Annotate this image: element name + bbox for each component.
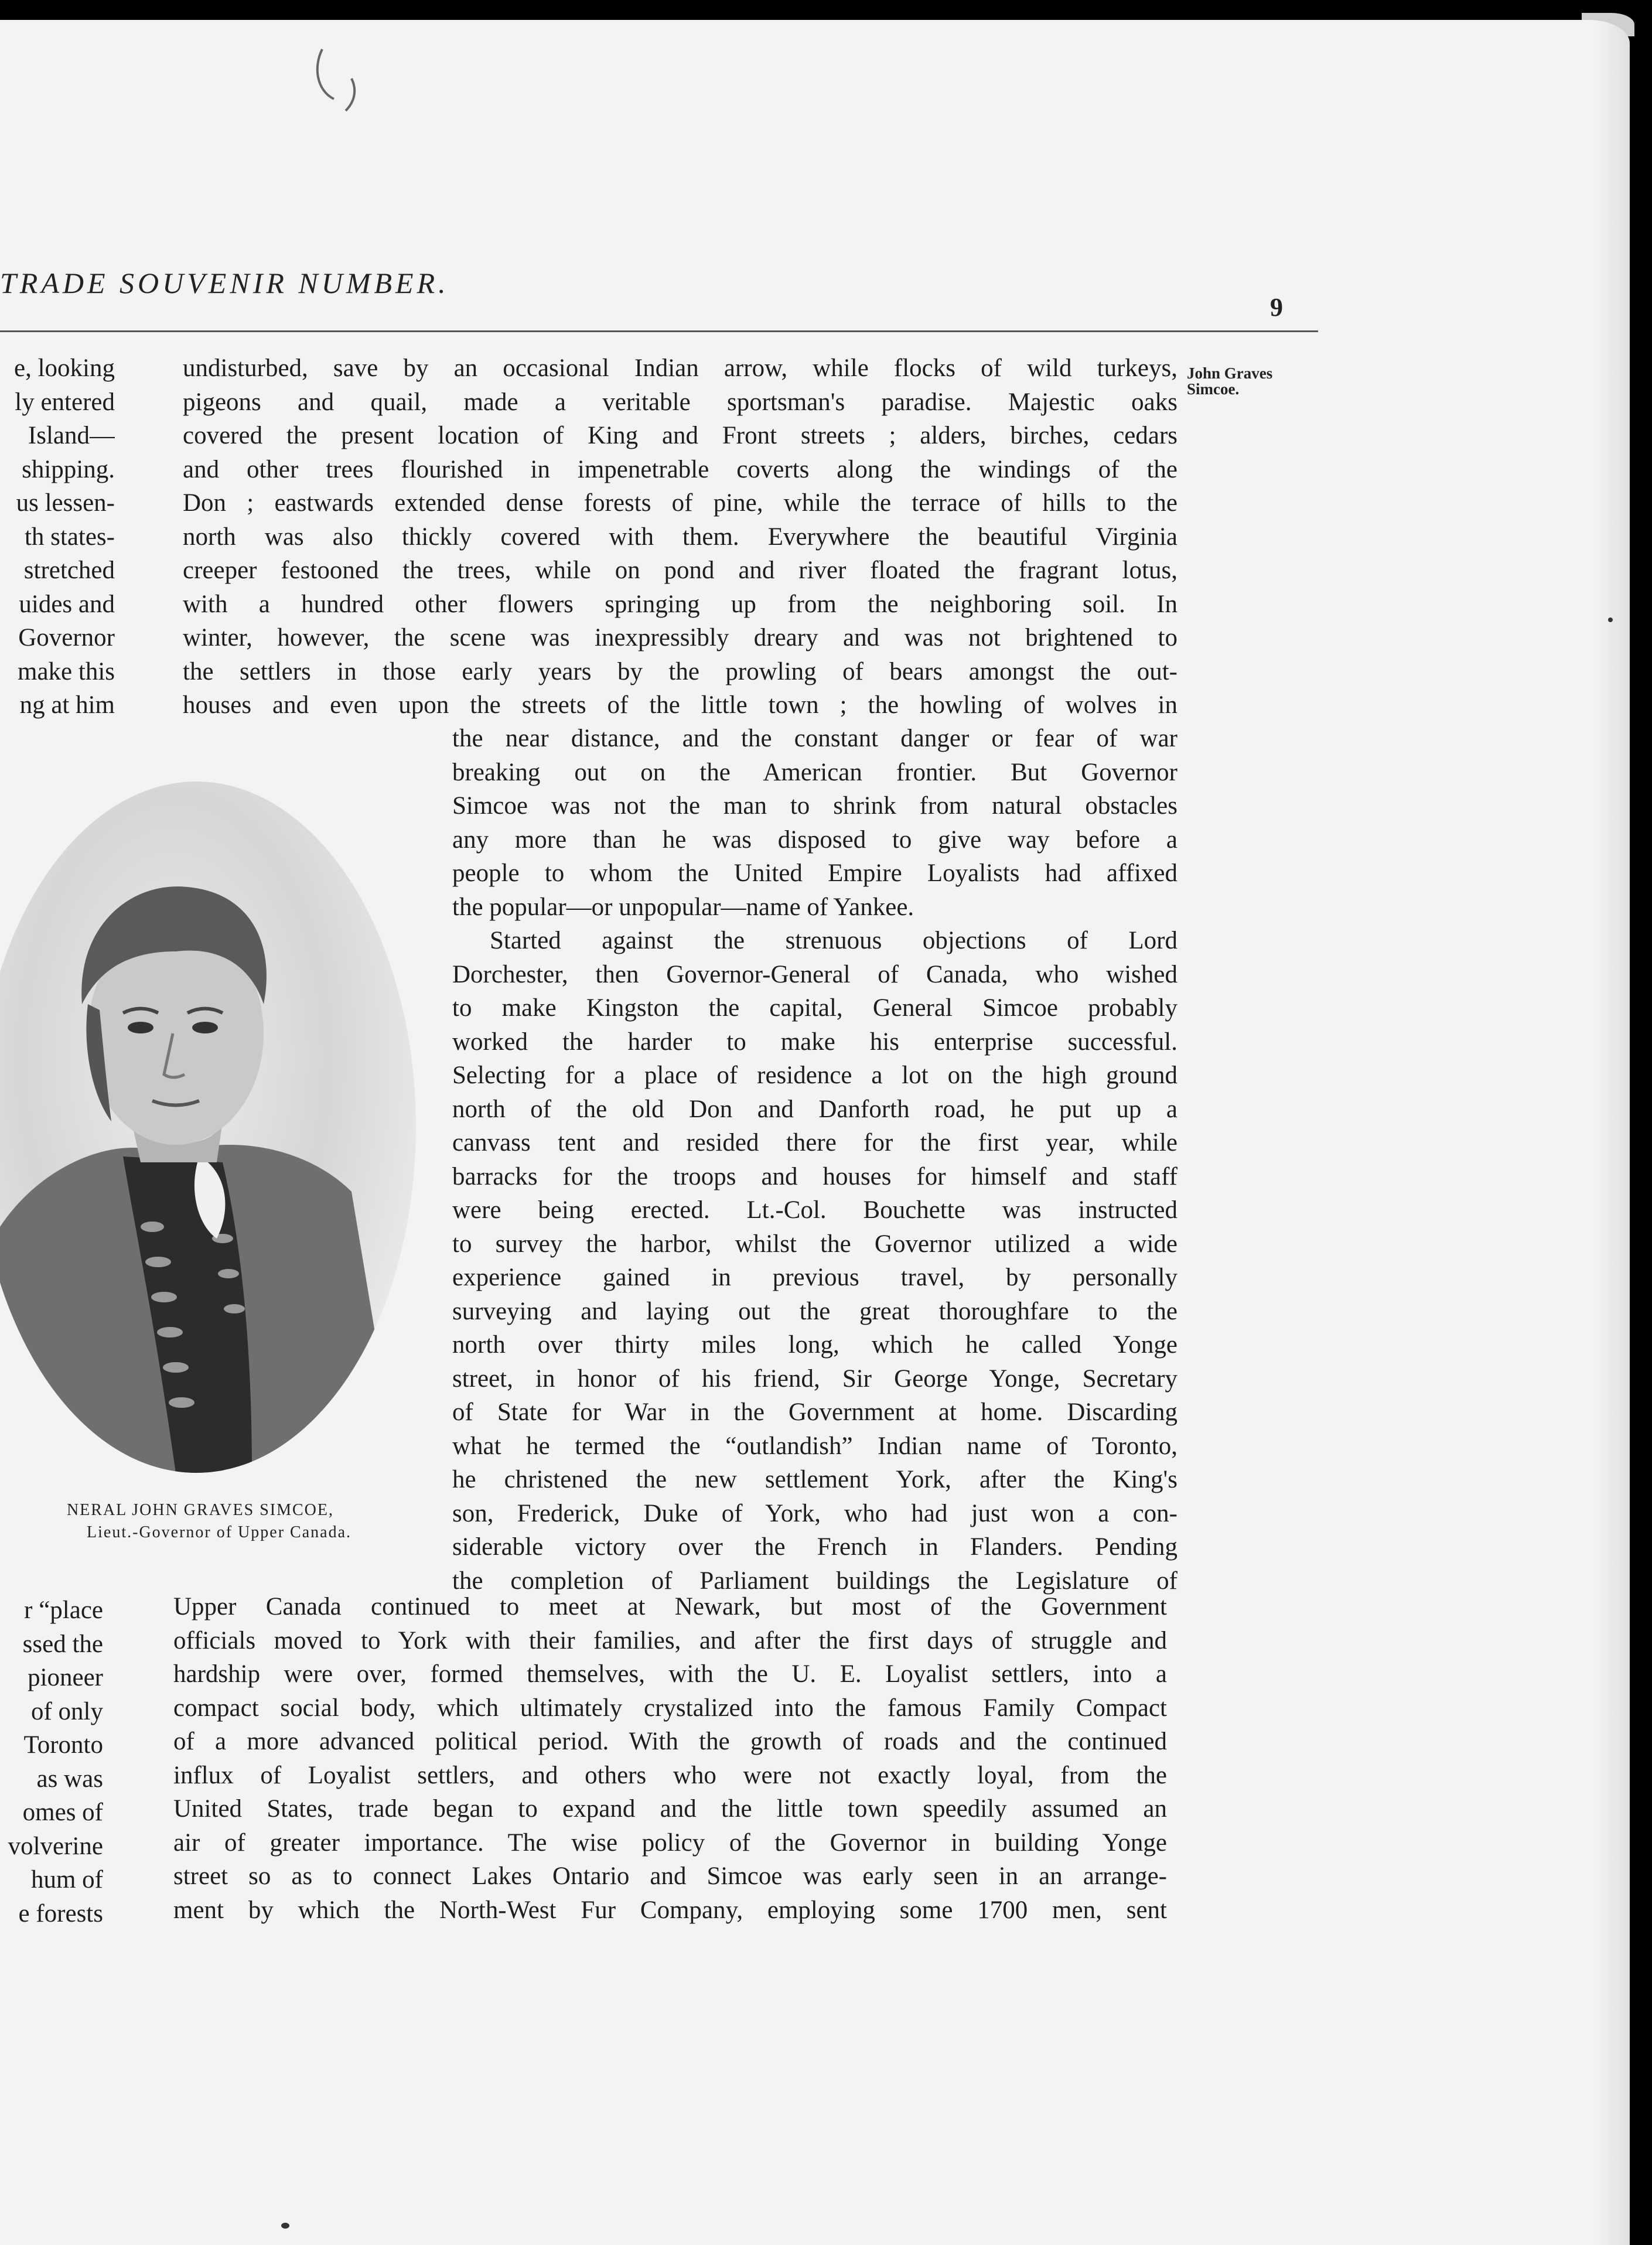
text-line: any more than he was disposed to give way before a <box>452 825 1177 854</box>
text-line: Island— <box>28 422 115 449</box>
caption-name: NERAL JOHN GRAVES SIMCOE, <box>66 1501 334 1519</box>
text-line: were being erected. Lt.-Col. Bouchette was instructed <box>452 1196 1177 1224</box>
portrait-caption <box>0 1499 351 1544</box>
text-line: barracks for the troops and houses for himself and staff <box>452 1162 1177 1190</box>
text-line: volverine <box>8 1832 103 1860</box>
text-line: of only <box>30 1697 103 1725</box>
left-column-bottom <box>0 1594 103 1930</box>
text-line: Don ; eastwards extended dense forests of pine, while the terrace of hills to the <box>183 489 1177 517</box>
text-line: of State for War in the Government at home. Discarding <box>452 1398 1177 1426</box>
text-line: houses and even upon the streets of the little town ; the howling of wolves in <box>183 691 1177 719</box>
text-line: of a more advanced political period. With the growth of roads and the continued <box>173 1728 1167 1755</box>
text-line: pigeons and quail, made a veritable sportsman's paradise. Majestic oaks <box>183 388 1177 416</box>
main-text-bottom <box>173 1590 1167 1927</box>
text-line: worked the harder to make his enterprise successful. <box>452 1028 1177 1056</box>
scan-speck <box>281 2223 289 2229</box>
text-line: canvass tent and resided there for the first year, while <box>452 1129 1177 1156</box>
text-line: experience gained in previous travel, by personally <box>452 1264 1177 1291</box>
text-line: hardship were over, formed themselves, with the U. E. Loyalist settlers, into a <box>173 1660 1167 1688</box>
text-line: siderable victory over the French in Flanders. Pending <box>452 1533 1177 1561</box>
text-line: north over thirty miles long, which he called Yonge <box>452 1331 1177 1359</box>
page-number: 9 <box>1270 293 1283 322</box>
text-line: th states- <box>24 523 115 551</box>
scan-speck <box>1608 617 1613 622</box>
portrait-image <box>0 782 416 1473</box>
running-title: TRADE SOUVENIR NUMBER. <box>0 267 449 299</box>
text-line: ment by which the North-West Fur Company, employing some 1700 men, sent <box>173 1896 1167 1924</box>
text-line: shipping. <box>22 455 115 483</box>
text-line: Selecting for a place of residence a lot on the high ground <box>452 1062 1177 1089</box>
text-line: ng at him <box>19 691 115 719</box>
text-line: r “place <box>24 1596 103 1624</box>
text-line: people to whom the United Empire Loyalists had affixed <box>452 859 1177 887</box>
page-edge-shadow <box>1595 20 1630 2245</box>
text-line: Upper Canada continued to meet at Newark, but most of the Government <box>173 1593 1167 1620</box>
text-line: the settlers in those early years by the prowling of bears amongst the out- <box>183 657 1177 685</box>
text-line: Simcoe was not the man to shrink from natural obstacles <box>452 792 1177 820</box>
text-line: e forests <box>18 1899 103 1927</box>
text-line: influx of Loyalist settlers, and others who were not exactly loyal, from the <box>173 1761 1167 1789</box>
text-line: e, looking <box>14 354 115 382</box>
text-line: omes of <box>22 1799 103 1826</box>
text-line: the completion of Parliament buildings the Legislature of <box>452 1567 1177 1595</box>
main-text-middle <box>452 722 1177 1598</box>
text-line: compact social body, which ultimately crystalized into the famous Family Compact <box>173 1694 1167 1722</box>
text-line: Started against the strenuous objections of Lord <box>490 927 1177 954</box>
text-line: covered the present location of King and Front streets ; alders, birches, cedars <box>183 422 1177 449</box>
sidenote-line: John Graves <box>1187 364 1273 382</box>
text-line: make this <box>18 657 115 685</box>
text-line: street so as to connect Lakes Ontario and Simcoe was early seen in an arrange- <box>173 1862 1167 1890</box>
text-line: ssed the <box>22 1630 103 1658</box>
text-line: north of the old Don and Danforth road, he put up a <box>452 1095 1177 1123</box>
header-rule <box>0 330 1318 332</box>
text-line: stretched <box>23 557 115 584</box>
text-line: United States, trade began to expand and the little town speedily assumed an <box>173 1795 1167 1823</box>
text-line: breaking out on the American frontier. But Governor <box>452 758 1177 786</box>
pencil-mark <box>310 43 375 114</box>
text-line: Dorchester, then Governor-General of Canada, who wished <box>452 960 1177 988</box>
text-line: Governor <box>18 624 115 651</box>
text-line: pioneer <box>28 1664 103 1691</box>
portrait-vignette <box>0 782 416 1473</box>
text-line: he christened the new settlement York, after the King's <box>452 1466 1177 1493</box>
text-line: street, in honor of his friend, Sir George Yonge, Secretary <box>452 1364 1177 1393</box>
text-line: with a hundred other flowers springing up from the neighboring soil. In <box>183 590 1177 618</box>
left-column-top <box>0 352 115 722</box>
text-line: creeper festooned the trees, while on pond and river floated the fragrant lotus, <box>183 557 1177 584</box>
text-line: us lessen- <box>16 489 115 517</box>
text-line: Toronto <box>23 1731 103 1759</box>
text-line: the popular—or unpopular—name of Yankee. <box>452 893 914 921</box>
text-line: and other trees flourished in impenetrable coverts along the windings of the <box>183 455 1177 483</box>
text-line: as was <box>36 1765 103 1793</box>
book-page <box>0 20 1630 2245</box>
text-line: son, Frederick, Duke of York, who had just won a con- <box>452 1499 1177 1527</box>
text-line: what he termed the “outlandish” Indian name of Toronto, <box>452 1432 1177 1460</box>
margin-sidenote <box>1187 366 1272 397</box>
text-line: undisturbed, save by an occasional Indian arrow, while flocks of wild turkeys, <box>183 354 1177 382</box>
text-line: north was also thickly covered with them. Everywhere the beautiful Virginia <box>183 523 1177 551</box>
text-line: surveying and laying out the great thoroughfare to the <box>452 1297 1177 1325</box>
main-text-top <box>183 352 1177 722</box>
text-line: to make Kingston the capital, General Simcoe probably <box>452 994 1177 1022</box>
sidenote-line: Simcoe. <box>1187 380 1240 398</box>
caption-title: Lieut.-Governor of Upper Canada. <box>87 1523 351 1541</box>
text-line: air of greater importance. The wise policy of the Governor in building Yonge <box>173 1828 1167 1857</box>
text-line: uides and <box>19 590 115 618</box>
text-line: to survey the harbor, whilst the Governor utilized a wide <box>452 1230 1177 1258</box>
text-line: ly entered <box>15 388 115 416</box>
text-line: winter, however, the scene was inexpressibly dreary and was not brightened to <box>183 624 1177 651</box>
text-line: the near distance, and the constant danger or fear of war <box>452 725 1177 752</box>
text-line: hum of <box>30 1866 103 1893</box>
text-line: officials moved to York with their families, and after the first days of struggle and <box>173 1626 1167 1654</box>
portrait-engraving <box>0 782 416 1473</box>
